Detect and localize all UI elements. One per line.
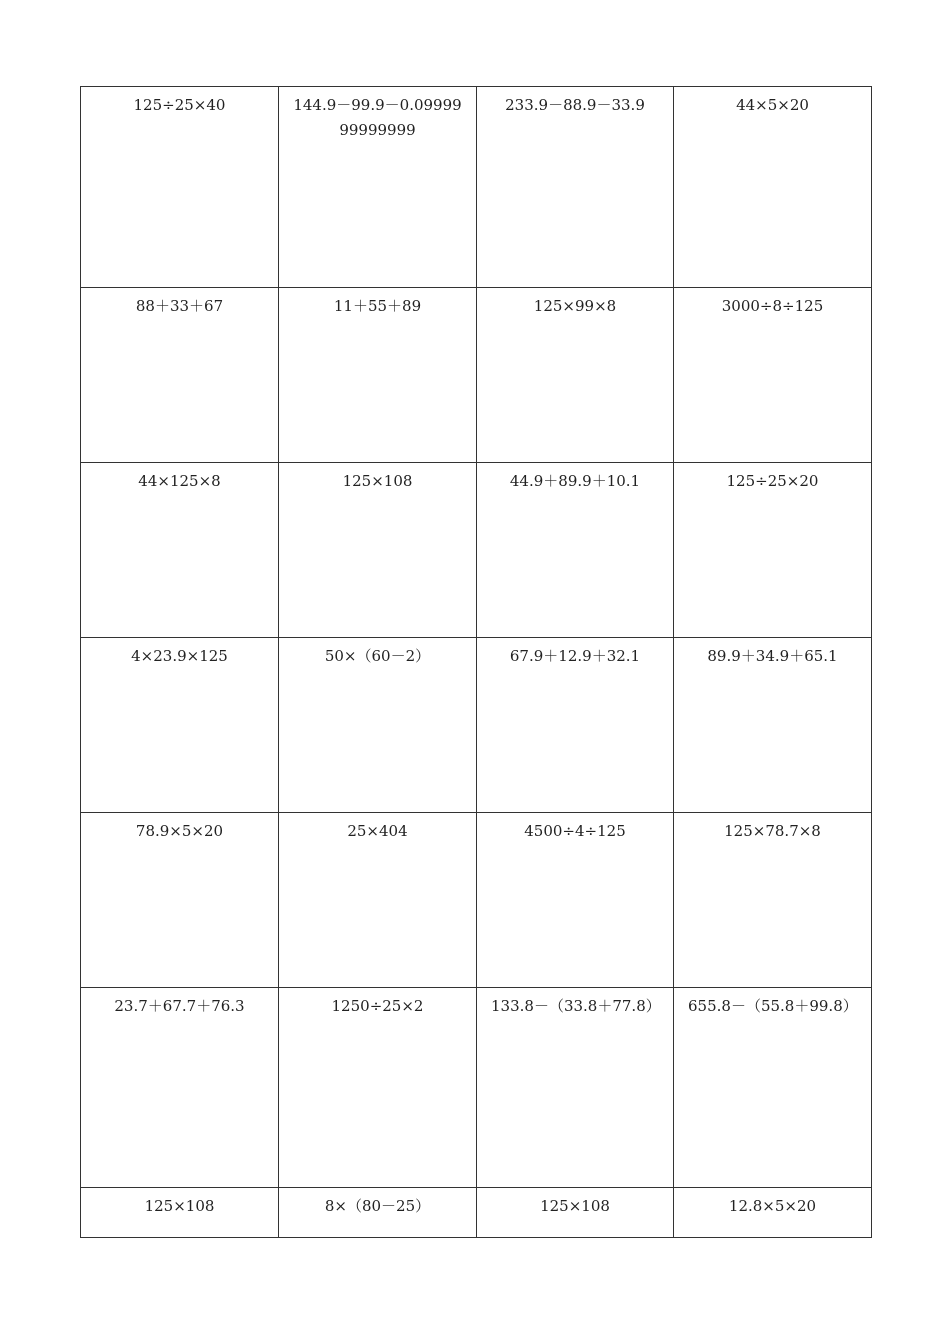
problem-cell bbox=[81, 638, 279, 813]
problem-cell bbox=[477, 87, 674, 288]
problem-cell bbox=[81, 463, 279, 638]
problem-cell bbox=[279, 638, 477, 813]
problem-text: 3000÷8÷125 bbox=[721, 297, 824, 315]
problem-text: 44.9＋89.9＋10.1 bbox=[509, 472, 641, 490]
problem-text: 125×108 bbox=[540, 1197, 610, 1215]
problem-text: 655.8－（55.8＋99.8） bbox=[688, 997, 858, 1015]
problem-text: 44×125×8 bbox=[138, 472, 221, 490]
table-row bbox=[81, 288, 872, 463]
problem-text: 125÷25×40 bbox=[133, 96, 226, 114]
problem-text: 4500÷4÷125 bbox=[524, 822, 626, 840]
table-row bbox=[81, 638, 872, 813]
problem-text: 78.9×5×20 bbox=[135, 822, 224, 840]
problem-text: 89.9＋34.9＋65.1 bbox=[707, 647, 838, 665]
problem-text: 67.9＋12.9＋32.1 bbox=[509, 647, 641, 665]
problem-text: 133.8－（33.8＋77.8） bbox=[491, 997, 661, 1015]
problem-text: 11＋55＋89 bbox=[333, 297, 422, 315]
problem-cell bbox=[674, 288, 872, 463]
problem-cell bbox=[279, 463, 477, 638]
problem-cell bbox=[674, 988, 872, 1188]
problem-cell bbox=[279, 288, 477, 463]
problem-text: 4×23.9×125 bbox=[131, 647, 228, 665]
table-row bbox=[81, 463, 872, 638]
problem-cell bbox=[81, 1188, 279, 1238]
table-row bbox=[81, 87, 872, 288]
problem-text: 25×404 bbox=[347, 822, 408, 840]
problem-cell bbox=[477, 813, 674, 988]
problem-text: 125×99×8 bbox=[533, 297, 617, 315]
problem-text: 1250÷25×2 bbox=[331, 997, 424, 1015]
problem-cell bbox=[81, 288, 279, 463]
problem-cell bbox=[477, 288, 674, 463]
problem-cell bbox=[279, 87, 477, 288]
problem-text: 8×（80－25） bbox=[324, 1197, 431, 1215]
problem-text: 125×108 bbox=[144, 1197, 215, 1215]
problem-cell bbox=[674, 1188, 872, 1238]
problem-cell bbox=[477, 638, 674, 813]
problem-text: 125÷25×20 bbox=[726, 472, 819, 490]
problem-text: 23.7＋67.7＋76.3 bbox=[114, 997, 245, 1015]
problem-cell bbox=[81, 813, 279, 988]
table-row bbox=[81, 988, 872, 1188]
problem-cell bbox=[674, 463, 872, 638]
problem-cell bbox=[674, 638, 872, 813]
problem-cell bbox=[81, 87, 279, 288]
table-row bbox=[81, 1188, 872, 1238]
problem-text: 125×78.7×8 bbox=[724, 822, 821, 840]
problem-text: 12.8×5×20 bbox=[728, 1197, 817, 1215]
problem-cell bbox=[477, 1188, 674, 1238]
problem-cell bbox=[279, 988, 477, 1188]
problem-cell bbox=[279, 1188, 477, 1238]
problem-cell bbox=[279, 813, 477, 988]
problem-cell bbox=[477, 463, 674, 638]
problem-grid bbox=[80, 86, 872, 1238]
problem-cell bbox=[674, 87, 872, 288]
problem-text: 144.9－99.9－0.0999999999999 bbox=[293, 96, 462, 139]
problem-text: 233.9－88.9－33.9 bbox=[505, 96, 645, 114]
problem-text: 50×（60－2） bbox=[324, 647, 431, 665]
problem-cell bbox=[477, 988, 674, 1188]
problem-cell bbox=[81, 988, 279, 1188]
problem-text: 88＋33＋67 bbox=[135, 297, 224, 315]
problem-text: 125×108 bbox=[342, 472, 413, 490]
problem-cell bbox=[674, 813, 872, 988]
problem-text: 44×5×20 bbox=[736, 96, 809, 114]
table-row bbox=[81, 813, 872, 988]
